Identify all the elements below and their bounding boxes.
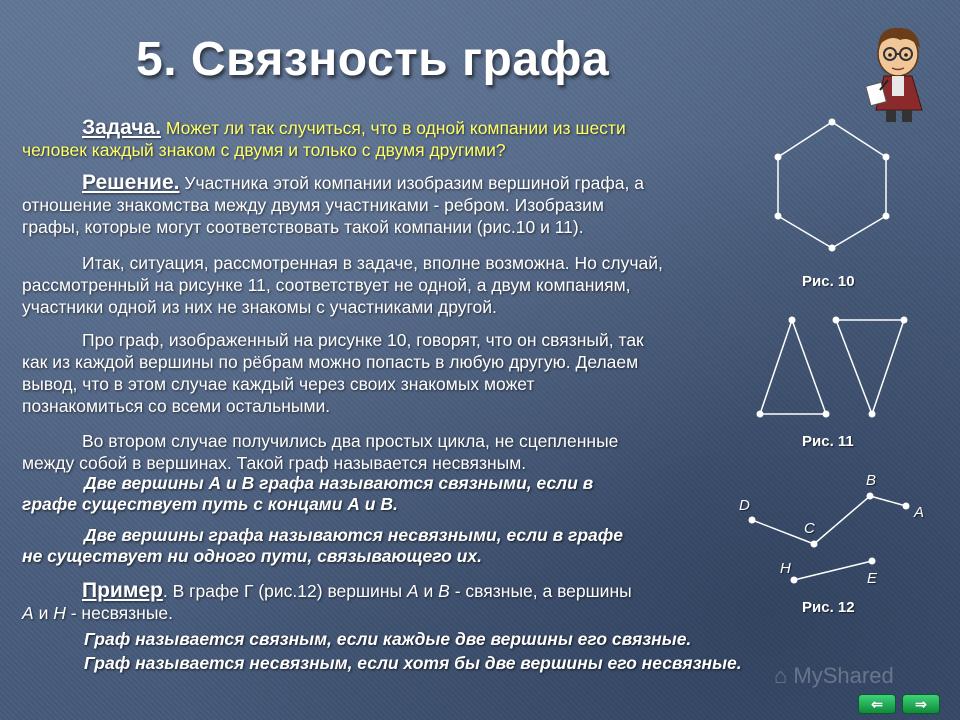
fig12-vertex-e [869, 558, 876, 565]
fig11-vertex [901, 317, 908, 324]
task-text-line1: Может ли так случиться, что в одной компании из шести [165, 118, 626, 138]
example-text-part3: - несвязные. [70, 603, 174, 623]
def1-line2: графе существует путь с концами А и В. [22, 494, 398, 514]
para4-line2: между собой в вершинах. Такой граф называется несвязным. [22, 453, 527, 473]
para2-line3: участники одной из них не знакомы с участниками другой. [22, 297, 497, 317]
task-text-line2: человек каждый знаком с двумя и только с двумя другими? [22, 140, 506, 160]
example-text-part1: В графе Г (рис.12) вершины [172, 581, 403, 601]
fig10-vertex [883, 213, 890, 220]
fig12-vertex-b [867, 493, 874, 500]
solution-line2: отношение знакомства между двумя участниками - ребром. Изобразим [22, 195, 604, 215]
example-vertex-a2: А [22, 603, 34, 623]
def2-line2: не существует ни одного пути, связывающего их. [22, 546, 482, 566]
example-and-2: и [38, 603, 49, 623]
def2-line1: Две вершины графа называются несвязными, если в графе [84, 525, 623, 545]
watermark-icon: ⌂ [774, 663, 788, 688]
fig12-label-h: H [780, 560, 791, 577]
watermark-logo [774, 663, 894, 689]
para4-line1: Во втором случае получились два простых цикла, не сцепленные [82, 431, 619, 451]
fig12-label-a: A [914, 504, 925, 521]
example-heading-dot: . [162, 581, 168, 601]
definition-connected-vertices [22, 473, 762, 515]
arrow-left-icon: ⇐ [871, 696, 883, 712]
fig12-label-c: C [804, 520, 815, 537]
fig11-vertex [833, 317, 840, 324]
example-heading: Пример [82, 579, 163, 602]
fig10-vertex [775, 154, 782, 161]
paragraph-4 [22, 430, 762, 474]
example-text-part2: - связные, а вершины [454, 581, 632, 601]
figure-11-two-triangles-graph [750, 310, 920, 425]
example-vertex-a: А [406, 581, 419, 601]
fig12-label-b: B [866, 472, 877, 489]
fig11-vertex [823, 411, 830, 418]
thinking-character-illustration [866, 14, 940, 124]
fig12-vertex-d [749, 517, 756, 524]
definition-connected-graph: Граф называется связным, если каждые две вершины его связные. [84, 629, 692, 649]
fig11-vertex [789, 317, 796, 324]
next-slide-button[interactable] [902, 694, 940, 714]
fig12-vertex-h [791, 577, 798, 584]
example-and-1: и [423, 581, 434, 601]
fig12-vertex-c [811, 541, 818, 548]
para3-line3: вывод, что в этом случае каждый через своих знакомых может [22, 374, 535, 394]
fig12-label-d: D [739, 497, 750, 514]
figure-12-graph [740, 470, 940, 595]
previous-slide-button[interactable] [858, 694, 896, 714]
figure-10-hexagon-graph [760, 110, 910, 260]
fig12-label-e: E [867, 570, 878, 587]
paragraph-2 [22, 252, 762, 318]
solution-line1: Участника этой компании изобразим вершиной графа, а [184, 173, 644, 193]
def1-line1: Две вершины А и В графа называются связными, если в [84, 473, 594, 493]
figure-12-caption: Рис. 12 [802, 599, 855, 616]
fig10-vertex [829, 119, 836, 126]
figure-11-caption: Рис. 11 [802, 433, 854, 450]
para2-line2: рассмотренный на рисунке 11, соответствует не одной, а двум компаниям, [22, 275, 631, 295]
watermark-text: MyShared [793, 663, 894, 688]
para3-line1: Про граф, изображенный на рисунке 10, говорят, что он связный, так [82, 330, 644, 350]
paragraph-3 [22, 329, 762, 417]
example-block [22, 580, 762, 624]
solution-block [22, 172, 752, 238]
example-vertex-b: В [438, 581, 450, 601]
page-title: 5. Связность графа [136, 33, 610, 86]
para3-line4: познакомиться со всеми остальными. [22, 396, 331, 416]
fig11-vertex [869, 411, 876, 418]
solution-line3: графы, которые могут соответствовать такой компании (рис.10 и 11). [22, 217, 584, 237]
arrow-right-icon: ⇒ [915, 696, 927, 712]
fig10-vertex [775, 213, 782, 220]
task-block [22, 117, 742, 161]
para2-line1: Итак, ситуация, рассмотренная в задаче, вполне возможна. Но случай, [82, 253, 663, 273]
fig10-vertex [883, 154, 890, 161]
definition-disconnected-vertices [22, 525, 762, 567]
example-vertex-h: Н [53, 603, 66, 623]
fig12-vertex-a [903, 503, 910, 510]
fig11-vertex [757, 411, 764, 418]
task-heading: Задача. [82, 116, 162, 139]
para3-line2: как из каждой вершины по рёбрам можно попасть в любую другую. Делаем [22, 352, 639, 372]
figure-10-caption: Рис. 10 [802, 273, 855, 290]
fig10-vertex [829, 245, 836, 252]
definition-disconnected-graph: Граф называется несвязным, если хотя бы две вершины его несвязные. [84, 653, 742, 673]
solution-heading: Решение. [82, 171, 180, 194]
